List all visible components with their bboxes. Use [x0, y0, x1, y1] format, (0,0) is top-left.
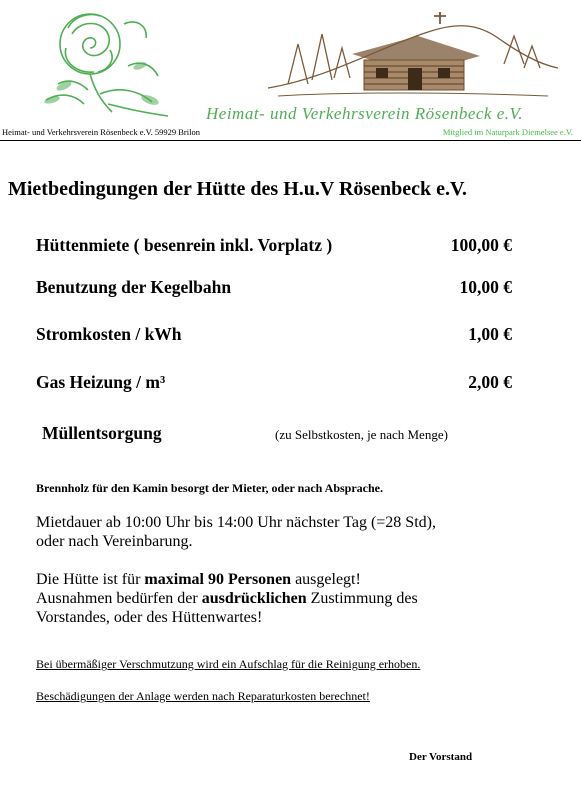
- capacity-max-persons: maximal 90 Personen: [144, 571, 292, 588]
- capacity-text: Vorstandes, oder des Hüttenwartes!: [36, 609, 263, 626]
- org-name-script: Heimat- und Verkehrsverein Rösenbeck e.V.: [206, 104, 523, 123]
- page-title: Mietbedingungen der Hütte des H.u.V Rösenbeck e.V.: [8, 178, 467, 200]
- membership-note: Mitglied im Naturpark Diemelsee e.V.: [442, 127, 573, 137]
- price-label: Hüttenmiete ( besenrein inkl. Vorplatz ): [36, 235, 333, 255]
- signature: Der Vorstand: [409, 751, 473, 763]
- price-label: Stromkosten / kWh: [36, 324, 182, 344]
- damage-notice: Beschädigungen der Anlage werden nach Reparaturkosten berechnet!: [36, 689, 370, 703]
- duration-line: oder nach Vereinbarung.: [36, 533, 193, 550]
- price-amount: 1,00 €: [468, 324, 512, 344]
- price-amount: 2,00 €: [468, 372, 512, 392]
- header-divider: [0, 140, 581, 141]
- duration-line: Mietdauer ab 10:00 Uhr bis 14:00 Uhr nächster Tag (=28 Std),: [36, 514, 436, 531]
- org-address: Heimat- und Verkehrsverein Rösenbeck e.V. 59929 Brilon: [2, 127, 200, 137]
- price-label: Gas Heizung / m³: [36, 372, 166, 392]
- capacity-text: Ausnahmen bedürfen der: [36, 590, 202, 607]
- waste-note: (zu Selbstkosten, je nach Menge): [275, 427, 448, 442]
- price-label: Benutzung der Kegelbahn: [36, 277, 232, 297]
- cleaning-surcharge-notice: Bei übermäßiger Verschmutzung wird ein Aufschlag für die Reinigung erhoben.: [36, 657, 421, 671]
- capacity-emphasis: ausdrücklichen: [201, 590, 307, 607]
- rose-logo-icon: [28, 4, 198, 124]
- firewood-note: Brennholz für den Kamin besorgt der Mieter, oder nach Absprache.: [36, 481, 384, 495]
- mountain-hut-illustration-icon: [268, 8, 558, 104]
- rental-duration: [36, 513, 556, 551]
- waste-label: Müllentsorgung: [42, 423, 162, 443]
- letterhead: [0, 0, 581, 150]
- capacity-text: ausgelegt!: [291, 571, 361, 588]
- price-amount: 10,00 €: [459, 277, 512, 297]
- capacity-text: Zustimmung des: [306, 590, 418, 607]
- price-amount: 100,00 €: [450, 235, 512, 255]
- capacity-text: Die Hütte ist für: [36, 571, 145, 588]
- capacity-paragraph: [36, 570, 556, 627]
